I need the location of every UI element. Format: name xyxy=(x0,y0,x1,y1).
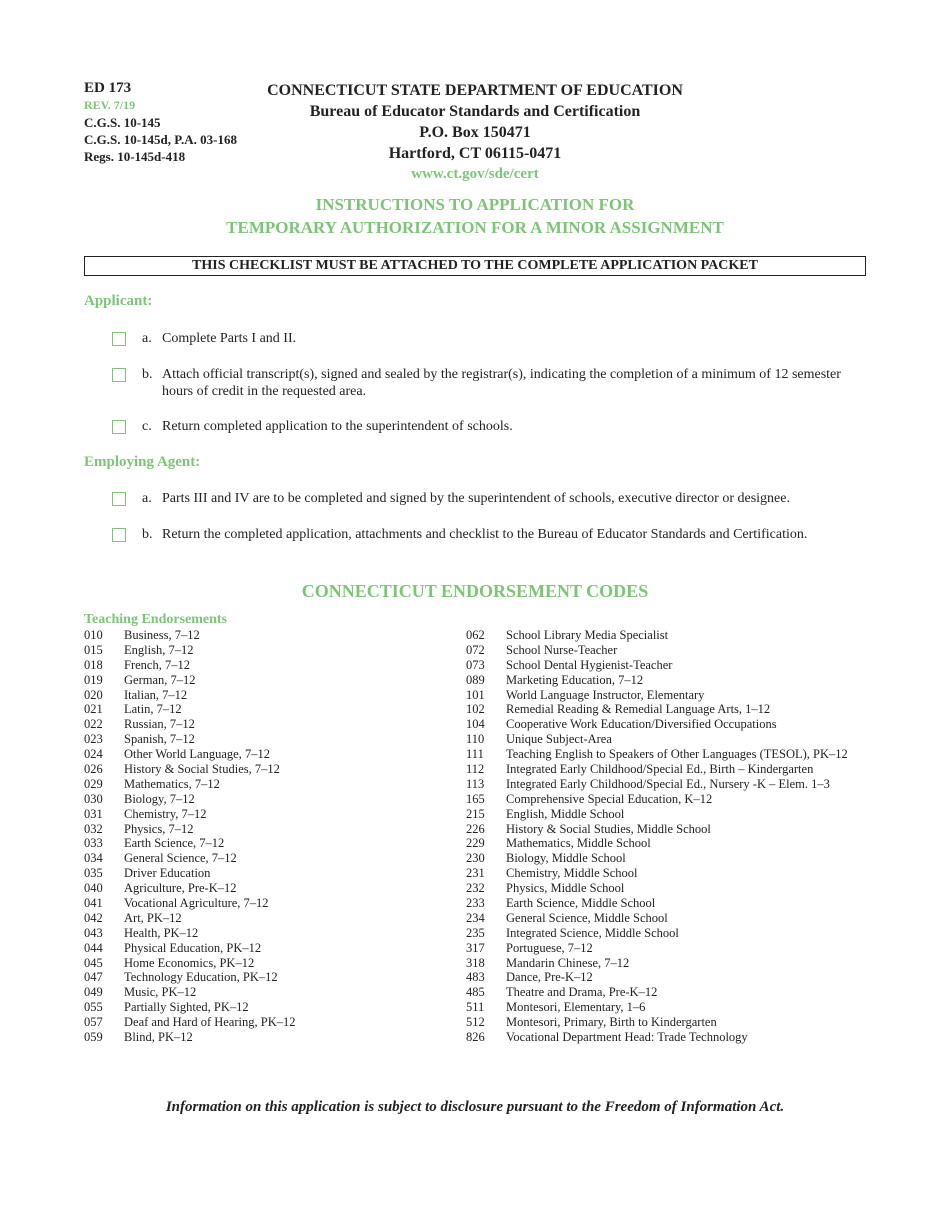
endorsement-row xyxy=(466,807,916,822)
endorsement-name: Comprehensive Special Education, K–12 xyxy=(506,791,713,806)
endorsement-name: Physics, Middle School xyxy=(506,881,625,896)
endorsement-row xyxy=(466,926,916,941)
endorsement-row xyxy=(466,941,916,956)
endorsement-row xyxy=(84,836,444,851)
applicant-item-b xyxy=(112,366,842,400)
endorsement-row xyxy=(84,926,444,941)
endorsement-code: 057 xyxy=(84,1015,103,1030)
endorsement-name: Other World Language, 7–12 xyxy=(124,747,270,762)
item-text: Complete Parts I and II. xyxy=(162,331,297,346)
checkbox[interactable] xyxy=(112,492,126,506)
endorsement-row xyxy=(466,673,916,688)
endorsement-code: 029 xyxy=(84,776,103,791)
endorsement-name: Russian, 7–12 xyxy=(124,717,195,732)
endorsement-name: School Dental Hygienist-Teacher xyxy=(506,657,673,672)
endorsement-codes-title: CONNECTICUT ENDORSEMENT CODES xyxy=(301,581,649,601)
item-letter: b. xyxy=(142,527,153,542)
endorsement-row xyxy=(466,896,916,911)
form-number: ED 173 xyxy=(84,80,132,96)
endorsement-code: 229 xyxy=(466,836,485,851)
teaching-endorsements-label: Teaching Endorsements xyxy=(84,612,228,627)
endorsement-name: Biology, 7–12 xyxy=(124,791,195,806)
endorsement-name: Partially Sighted, PK–12 xyxy=(124,1000,249,1015)
endorsement-name: German, 7–12 xyxy=(124,672,196,687)
bureau-name: Bureau of Educator Standards and Certification xyxy=(309,103,641,120)
endorsement-code: 033 xyxy=(84,836,103,851)
endorsement-row xyxy=(84,777,444,792)
endorsement-code: 024 xyxy=(84,747,103,762)
endorsement-name: Cooperative Work Education/Diversified Occupations xyxy=(506,717,777,732)
endorsement-name: Home Economics, PK–12 xyxy=(124,955,255,970)
checkbox[interactable] xyxy=(112,368,126,382)
endorsement-name: General Science, Middle School xyxy=(506,910,668,925)
endorsement-row xyxy=(84,688,444,703)
endorsement-row xyxy=(84,881,444,896)
endorsement-code: 032 xyxy=(84,821,103,836)
endorsement-code: 215 xyxy=(466,806,485,821)
instructions-title-line1: INSTRUCTIONS TO APPLICATION FOR xyxy=(315,195,635,214)
endorsement-row xyxy=(84,985,444,1000)
endorsement-name: Biology, Middle School xyxy=(506,851,626,866)
endorsement-code: 019 xyxy=(84,672,103,687)
endorsement-row xyxy=(466,658,916,673)
endorsement-row xyxy=(466,911,916,926)
endorsement-code: 235 xyxy=(466,925,485,940)
endorsement-name: School Library Media Specialist xyxy=(506,628,669,642)
endorsement-name: Vocational Department Head: Trade Technology xyxy=(506,1030,748,1045)
endorsement-name: Mathematics, 7–12 xyxy=(124,776,220,791)
endorsement-code: 022 xyxy=(84,717,103,732)
endorsement-code: 035 xyxy=(84,866,103,881)
endorsement-row xyxy=(84,702,444,717)
item-letter: a. xyxy=(142,491,152,506)
endorsement-name: Portuguese, 7–12 xyxy=(506,940,593,955)
endorsement-name: Health, PK–12 xyxy=(124,925,199,940)
item-text: Return the completed application, attachments and checklist to the Bureau of Educator Standards and Certification. xyxy=(162,527,808,542)
endorsement-row xyxy=(466,970,916,985)
item-letter: a. xyxy=(142,331,152,346)
endorsement-name: Earth Science, Middle School xyxy=(506,896,656,911)
endorsement-code: 165 xyxy=(466,791,485,806)
endorsement-code: 089 xyxy=(466,672,485,687)
endorsement-row xyxy=(466,747,916,762)
endorsement-code: 512 xyxy=(466,1015,485,1030)
applicant-label: Applicant: xyxy=(84,293,153,309)
endorsement-code: 034 xyxy=(84,851,103,866)
endorsement-row xyxy=(466,777,916,792)
endorsement-code: 023 xyxy=(84,732,103,747)
endorsement-code: 826 xyxy=(466,1030,485,1045)
endorsement-name: Mandarin Chinese, 7–12 xyxy=(506,955,630,970)
endorsement-code: 073 xyxy=(466,657,485,672)
statute-3: Regs. 10-145d-418 xyxy=(84,149,186,164)
checkbox[interactable] xyxy=(112,528,126,542)
endorsement-row xyxy=(466,881,916,896)
endorsement-name: Blind, PK–12 xyxy=(124,1030,193,1045)
endorsement-name: Business, 7–12 xyxy=(124,628,200,642)
endorsement-row xyxy=(466,836,916,851)
endorsement-row xyxy=(466,956,916,971)
endorsement-row xyxy=(466,851,916,866)
endorsement-code: 045 xyxy=(84,955,103,970)
endorsement-code: 230 xyxy=(466,851,485,866)
endorsement-row xyxy=(466,1015,916,1030)
foi-notice: Information on this application is subject to disclosure pursuant to the Freedom of Information Act. xyxy=(165,1099,785,1115)
endorsement-row xyxy=(466,688,916,703)
endorsement-name: Technology Education, PK–12 xyxy=(124,970,278,985)
endorsement-code: 044 xyxy=(84,940,103,955)
endorsement-code: 041 xyxy=(84,896,103,911)
endorsement-name: Spanish, 7–12 xyxy=(124,732,195,747)
endorsement-row xyxy=(466,866,916,881)
item-letter: b. xyxy=(142,367,153,382)
endorsement-row xyxy=(466,985,916,1000)
endorsement-row xyxy=(84,1030,444,1045)
endorsement-row xyxy=(84,866,444,881)
endorsement-row xyxy=(466,822,916,837)
checkbox[interactable] xyxy=(112,420,126,434)
endorsement-name: Remedial Reading & Remedial Language Arts, 1–12 xyxy=(506,702,771,717)
endorsement-name: World Language Instructor, Elementary xyxy=(506,687,705,702)
endorsement-name: Vocational Agriculture, 7–12 xyxy=(124,896,269,911)
endorsement-row xyxy=(84,851,444,866)
endorsement-code: 059 xyxy=(84,1030,103,1045)
department-header xyxy=(0,80,950,185)
endorsement-row xyxy=(466,717,916,732)
endorsement-name: English, 7–12 xyxy=(124,642,194,657)
endorsement-name: Montesori, Primary, Birth to Kindergarten xyxy=(506,1015,717,1030)
endorsement-row xyxy=(84,1000,444,1015)
endorsement-row xyxy=(84,658,444,673)
endorsement-name: Teaching English to Speakers of Other Languages (TESOL), PK–12 xyxy=(506,747,848,762)
endorsement-code: 049 xyxy=(84,985,103,1000)
endorsement-row xyxy=(466,732,916,747)
endorsement-row xyxy=(84,807,444,822)
endorsement-list-right xyxy=(466,628,916,1045)
endorsement-code: 104 xyxy=(466,717,485,732)
endorsement-code: 021 xyxy=(84,702,103,717)
endorsement-code: 232 xyxy=(466,881,485,896)
endorsement-row xyxy=(84,717,444,732)
endorsement-row xyxy=(84,1015,444,1030)
endorsement-name: Italian, 7–12 xyxy=(124,687,188,702)
item-text: Return completed application to the superintendent of schools. xyxy=(162,419,513,434)
endorsement-name: School Nurse-Teacher xyxy=(506,642,618,657)
endorsement-name: Physical Education, PK–12 xyxy=(124,940,262,955)
instructions-title xyxy=(0,193,950,239)
endorsement-code: 110 xyxy=(466,732,485,747)
endorsement-name: Marketing Education, 7–12 xyxy=(506,672,644,687)
endorsement-name: Mathematics, Middle School xyxy=(506,836,651,851)
endorsement-row xyxy=(84,896,444,911)
endorsement-name: English, Middle School xyxy=(506,806,625,821)
endorsement-row xyxy=(84,956,444,971)
checklist-notice: THIS CHECKLIST MUST BE ATTACHED TO THE COMPLETE APPLICATION PACKET xyxy=(84,256,866,276)
statute-1: C.G.S. 10-145 xyxy=(84,115,161,130)
endorsement-name: Dance, Pre-K–12 xyxy=(506,970,593,985)
endorsement-code: 318 xyxy=(466,955,485,970)
agent-item-a xyxy=(112,490,852,507)
applicant-item-c xyxy=(112,418,852,435)
endorsement-code: 483 xyxy=(466,970,485,985)
endorsement-name: Theatre and Drama, Pre-K–12 xyxy=(506,985,658,1000)
endorsement-code: 317 xyxy=(466,940,485,955)
endorsement-name: General Science, 7–12 xyxy=(124,851,237,866)
endorsement-row xyxy=(84,628,444,643)
endorsement-code: 043 xyxy=(84,925,103,940)
endorsement-code: 111 xyxy=(466,747,484,762)
endorsement-code: 113 xyxy=(466,776,485,791)
endorsement-name: Art, PK–12 xyxy=(124,910,182,925)
endorsement-code: 020 xyxy=(84,687,103,702)
endorsement-name: Chemistry, Middle School xyxy=(506,866,638,881)
statute-2: C.G.S. 10-145d, P.A. 03-168 xyxy=(84,132,238,147)
endorsement-code: 040 xyxy=(84,881,103,896)
endorsement-code: 015 xyxy=(84,642,103,657)
agent-item-b xyxy=(112,526,852,543)
endorsement-row xyxy=(466,1000,916,1015)
endorsement-name: History & Social Studies, Middle School xyxy=(506,821,711,836)
endorsement-row xyxy=(466,702,916,717)
endorsement-code: 018 xyxy=(84,657,103,672)
endorsement-name: Earth Science, 7–12 xyxy=(124,836,225,851)
endorsement-code: 055 xyxy=(84,1000,103,1015)
item-letter: c. xyxy=(142,419,152,434)
endorsement-name: Chemistry, 7–12 xyxy=(124,806,207,821)
endorsement-row xyxy=(84,822,444,837)
endorsement-code: 042 xyxy=(84,910,103,925)
endorsement-row xyxy=(84,747,444,762)
website-link[interactable]: www.ct.gov/sde/cert xyxy=(411,166,539,182)
item-text: Attach official transcript(s), signed and sealed by the registrar(s), indicating the completion of a minimum of 12 semester hours of credit in the requested area. xyxy=(162,367,841,399)
instructions-title-line2: TEMPORARY AUTHORIZATION FOR A MINOR ASSIGNMENT xyxy=(226,218,724,237)
endorsement-code: 047 xyxy=(84,970,103,985)
endorsement-row xyxy=(466,762,916,777)
endorsement-name: Integrated Science, Middle School xyxy=(506,925,679,940)
city-address: Hartford, CT 06115-0471 xyxy=(388,145,562,162)
endorsement-code: 031 xyxy=(84,806,103,821)
endorsement-row xyxy=(84,792,444,807)
endorsement-name: Integrated Early Childhood/Special Ed., Nursery -K – Elem. 1–3 xyxy=(506,776,830,791)
endorsement-name: Deaf and Hard of Hearing, PK–12 xyxy=(124,1015,296,1030)
endorsement-row xyxy=(84,762,444,777)
endorsement-code: 101 xyxy=(466,687,485,702)
endorsement-row xyxy=(84,911,444,926)
endorsement-row xyxy=(466,1030,916,1045)
endorsement-code: 233 xyxy=(466,896,485,911)
endorsement-code: 226 xyxy=(466,821,485,836)
endorsement-row xyxy=(466,628,916,643)
endorsement-code: 030 xyxy=(84,791,103,806)
endorsement-code: 231 xyxy=(466,866,485,881)
endorsement-name: Physics, 7–12 xyxy=(124,821,194,836)
endorsement-name: Music, PK–12 xyxy=(124,985,197,1000)
endorsement-name: Agriculture, Pre-K–12 xyxy=(124,881,237,896)
endorsement-row xyxy=(84,732,444,747)
endorsement-name: Latin, 7–12 xyxy=(124,702,182,717)
endorsement-row xyxy=(84,941,444,956)
endorsement-code: 511 xyxy=(466,1000,485,1015)
endorsement-row xyxy=(466,792,916,807)
endorsement-name: Driver Education xyxy=(124,866,211,881)
endorsement-code: 072 xyxy=(466,642,485,657)
checkbox[interactable] xyxy=(112,332,126,346)
endorsement-code: 010 xyxy=(84,628,103,642)
applicant-item-a xyxy=(112,330,852,347)
form-revision: REV. 7/19 xyxy=(84,98,136,112)
endorsement-code: 026 xyxy=(84,762,103,777)
endorsement-name: French, 7–12 xyxy=(124,657,190,672)
endorsement-code: 485 xyxy=(466,985,485,1000)
endorsement-row xyxy=(84,970,444,985)
endorsement-list-left xyxy=(84,628,444,1045)
employing-agent-label: Employing Agent: xyxy=(84,454,201,470)
endorsement-code: 112 xyxy=(466,762,485,777)
endorsement-code: 234 xyxy=(466,910,485,925)
endorsement-row xyxy=(466,643,916,658)
department-name: CONNECTICUT STATE DEPARTMENT OF EDUCATION xyxy=(267,82,683,99)
endorsement-code: 062 xyxy=(466,628,485,642)
endorsement-row xyxy=(84,643,444,658)
endorsement-name: Montesori, Elementary, 1–6 xyxy=(506,1000,646,1015)
endorsement-name: History & Social Studies, 7–12 xyxy=(124,762,280,777)
endorsement-row xyxy=(84,673,444,688)
endorsement-name: Unique Subject-Area xyxy=(506,732,612,747)
item-text: Parts III and IV are to be completed and signed by the superintendent of schools, executive director or designee. xyxy=(162,491,790,506)
endorsement-code: 102 xyxy=(466,702,485,717)
endorsement-name: Integrated Early Childhood/Special Ed., Birth – Kindergarten xyxy=(506,762,814,777)
po-box: P.O. Box 150471 xyxy=(419,124,531,141)
